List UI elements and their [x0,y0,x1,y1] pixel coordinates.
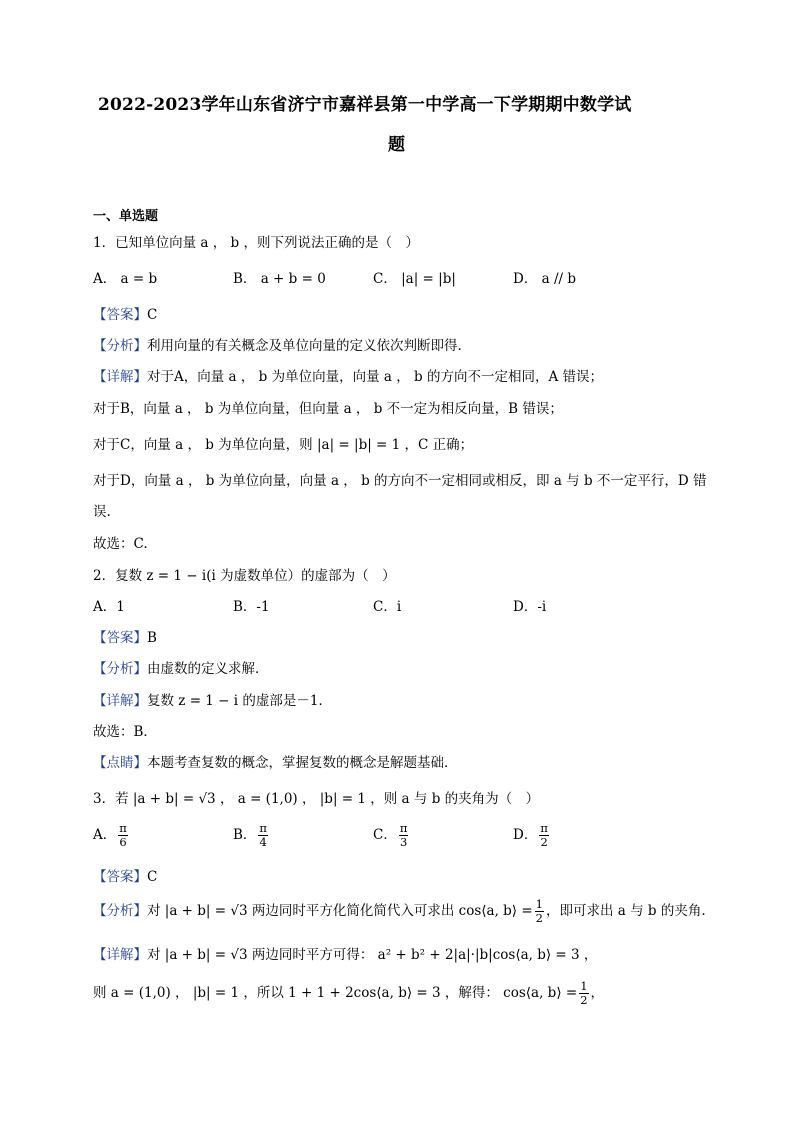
q1-answer-line [93,303,157,323]
fraction-denominator: 3 [399,835,408,849]
q1-answer: C [147,307,158,323]
fraction-denominator: 2 [535,911,543,925]
detail-tag: 【详解】 [93,369,147,385]
q3-detail-2b: ， [590,985,605,1001]
q2-answer-line [93,626,157,646]
fraction-denominator: 2 [580,993,588,1007]
q3-option-b-label: B． [233,827,257,843]
q1-detail-1: 对于A，向量 a ， b 为单位向量，向量 a ， b 的方向不一定相同，A 错误； [147,369,603,385]
q1-choice: 故选：C. [93,536,148,552]
q3-detail-line-1 [93,943,597,963]
q3-detail-fraction [579,980,588,1007]
q3-option-a-fraction [118,822,128,849]
comment-tag: 【点睛】 [93,755,147,771]
q3-analysis-a: 对 |a + b| = √3 两边同时平方化简化简代入可求出 cos⟨a, b⟩ = [147,903,533,919]
q3-option-d-label: D． [513,827,538,843]
q2-detail-line [93,689,332,709]
q1-analysis-line [93,334,462,354]
q1-detail-line-2: 对于B，向量 a ， b 为单位向量，但向量 a ， b 不一定为相反向量，B 错误； [93,401,563,417]
q3-detail-2a: 则 a = (1,0) ， |b| = 1 ，所以 1 + 1 + 2cos⟨a, b⟩ = 3 ，解得： cos⟨a, b⟩ = [93,985,578,1001]
fraction-numerator: π [540,821,548,835]
page-title-line-1: 2022-2023学年山东省济宁市嘉祥县第一中学高一下学期期中数学试 [98,95,632,115]
analysis-tag: 【分析】 [93,338,147,354]
fraction-numerator: π [399,821,408,835]
q1-analysis: 利用向量的有关概念及单位向量的定义依次判断即得. [147,338,462,354]
q2-comment: 本题考查复数的概念，掌握复数的概念是解题基础． [147,755,458,771]
answer-tag: 【答案】 [93,869,147,885]
fraction-numerator: π [119,821,127,835]
q1-detail-line-4: 对于D，向量 a ， b 为单位向量，向量 a ， b 的方向不一定相同或相反，即 a 与 b 不一定平行，D 错 [93,473,707,489]
q2-option-d: D．-i [513,599,547,615]
q1-detail-line-1 [93,365,603,385]
q3-option-d-fraction [539,822,549,849]
section-heading: 一、单选题 [93,209,159,224]
q1-option-b: B． a + b = 0 [233,271,326,287]
fraction-numerator: π [259,821,267,835]
answer-tag: 【答案】 [93,630,147,646]
page-title-line-2: 题 [388,135,406,155]
fraction-denominator: 2 [540,835,548,849]
q3-option-c-label: C． [373,827,397,843]
q3-option-a-label: A． [93,827,117,843]
q2-answer: B [147,630,157,646]
q1-detail-line-3: 对于C，向量 a ， b 为单位向量，则 |a| = |b| = 1 ，C 正确； [93,437,474,453]
q3-detail-line-2 [93,980,604,1007]
q1-option-d: D． a // b [513,271,576,287]
q3-option-c [373,822,410,849]
q2-option-a: A．1 [93,599,125,615]
analysis-tag: 【分析】 [93,661,147,677]
fraction-numerator: 1 [535,897,543,911]
q3-answer: C [147,869,158,885]
q3-analysis-b: ，即可求出 a 与 b 的夹角. [546,903,706,919]
question-3-stem: 3．若 |a + b| = √3 ， a = (1,0) ， |b| = 1 ，则 a 与 b 的夹角为（ ） [93,791,540,807]
detail-tag: 【详解】 [93,947,147,963]
q1-option-a: A． a = b [93,271,158,287]
answer-tag: 【答案】 [93,307,147,323]
fraction-denominator: 4 [259,835,267,849]
q1-detail-line-5: 误. [93,504,111,520]
detail-tag: 【详解】 [93,693,147,709]
q3-detail-1: 对 |a + b| = √3 两边同时平方可得： a² + b² + 2|a|·|b|cos⟨a, b⟩ = 3 ， [147,947,598,963]
q1-option-c: C． |a| = |b| [373,271,456,287]
fraction-numerator: 1 [580,979,588,993]
q3-option-b-fraction [258,822,268,849]
q3-option-b [233,822,270,849]
q2-option-b: B．-1 [233,599,270,615]
q2-comment-line [93,751,458,771]
analysis-tag: 【分析】 [93,903,147,919]
q3-answer-line [93,865,157,885]
q3-option-d [513,822,551,849]
q3-option-a [93,822,130,849]
q2-analysis-line [93,657,269,677]
fraction-denominator: 6 [119,835,127,849]
q3-analysis-line [93,898,706,925]
q3-option-c-fraction [399,822,409,849]
q2-choice: 故选：B． [93,724,157,740]
q2-analysis: 由虚数的定义求解． [147,661,269,677]
q2-option-c: C．i [373,599,402,615]
question-2-stem: 2．复数 z = 1 − i(i 为虚数单位）的虚部为（ ） [93,568,396,584]
q3-analysis-fraction [535,898,544,925]
question-1-stem: 1．已知单位向量 a ， b ，则下列说法正确的是（ ） [93,235,419,251]
q2-detail: 复数 z = 1 − i 的虚部是－1． [147,693,332,709]
